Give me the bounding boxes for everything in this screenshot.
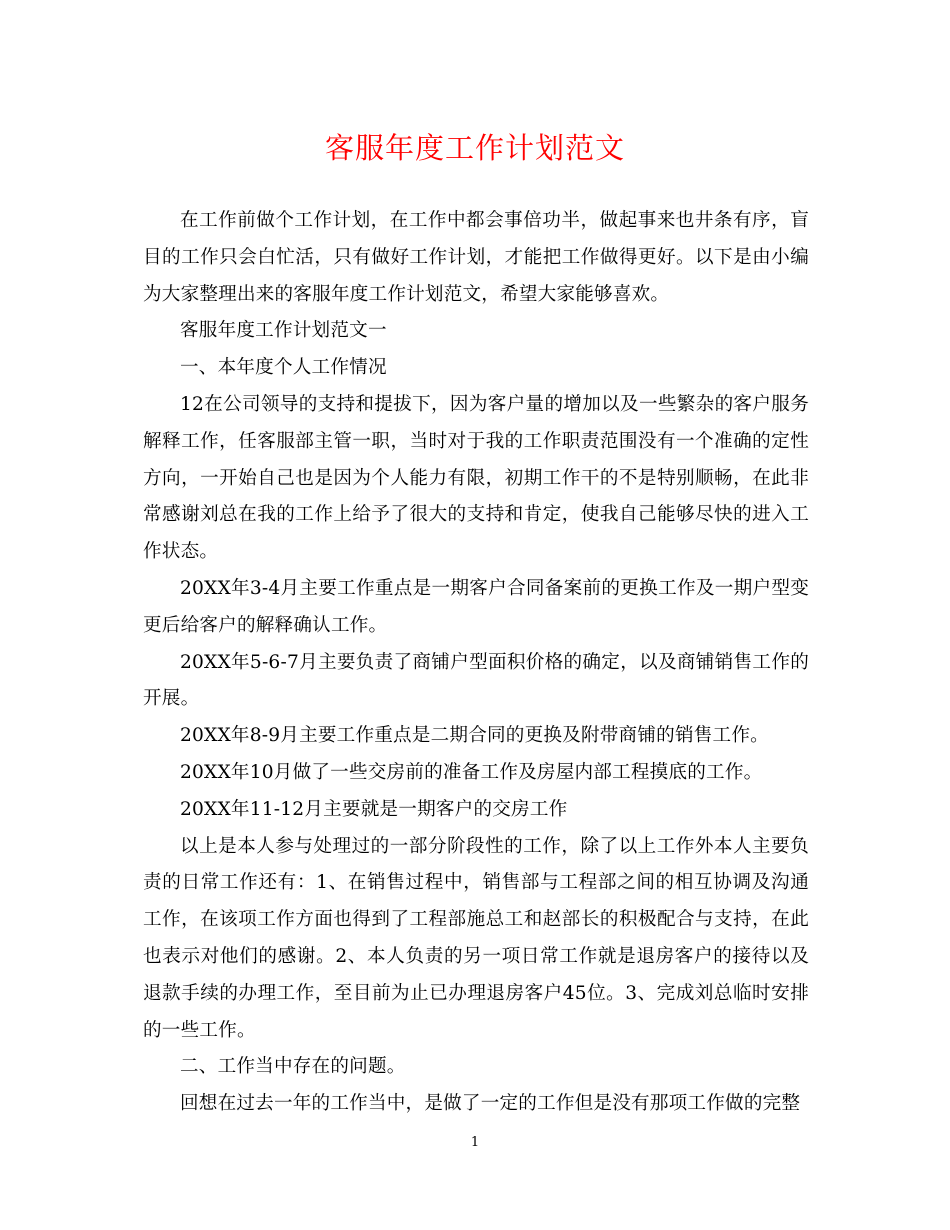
section-heading-problems: 二、工作当中存在的问题。 [180,1056,406,1078]
paragraph-mar-apr: 20XX年3-4月主要工作重点是一期客户合同备案前的更换工作及一期户型变更后给客户的解释确认工作。 [143,577,809,636]
document-body [143,203,809,1123]
paragraph-nov-dec: 20XX年11-12月主要就是一期客户的交房工作 [180,798,568,820]
paragraph-may-jul: 20XX年5-6-7月主要负责了商铺户型面积价格的确定，以及商铺销售工作的开展。 [143,651,809,710]
page-number: 1 [470,1135,480,1150]
paragraph-problems: 回想在过去一年的工作当中，是做了一定的工作但是没有那项工作做的完整 [180,1093,801,1115]
paragraph-aug-sep: 20XX年8-9月主要工作重点是二期合同的更换及附带商铺的销售工作。 [180,725,769,747]
section-heading-sample-one: 客服年度工作计划范文一 [180,320,387,342]
paragraph-work-status: 12在公司领导的支持和提拔下，因为客户量的增加以及一些繁杂的客户服务解释工作，任客服部主管一职，当时对于我的工作职责范围没有一个准确的定性方向，一开始自己也是因为个人能力有限，初期工作干的不是特别顺畅，在此非常感谢刘总在我的工作上给予了很大的支持和肯定，使我自己能够尽快的进入工作状态。 [143,393,809,563]
document-title: 客服年度工作计划范文 [324,131,625,165]
paragraph-oct: 20XX年10月做了一些交房前的准备工作及房屋内部工程摸底的工作。 [180,761,763,783]
section-heading-work-status: 一、本年度个人工作情况 [180,357,387,379]
paragraph-daily-work: 以上是本人参与处理过的一部分阶段性的工作，除了以上工作外本人主要负责的日常工作还有：1、在销售过程中，销售部与工程部之间的相互协调及沟通工作，在该项工作方面也得到了工程部施总工和赵部长的积极配合与支持，在此也表示对他们的感谢。2、本人负责的另一项日常工作就是退房客户的接待以及退款手续的办理工作，至目前为止已办理退房客户45位。3、完成刘总临时安排的一些工作。 [143,835,809,1041]
paragraph-intro: 在工作前做个工作计划，在工作中都会事倍功半，做起事来也井条有序，盲目的工作只会白忙活，只有做好工作计划，才能把工作做得更好。以下是由小编为大家整理出来的客服年度工作计划范文，希望大家能够喜欢。 [143,210,809,305]
